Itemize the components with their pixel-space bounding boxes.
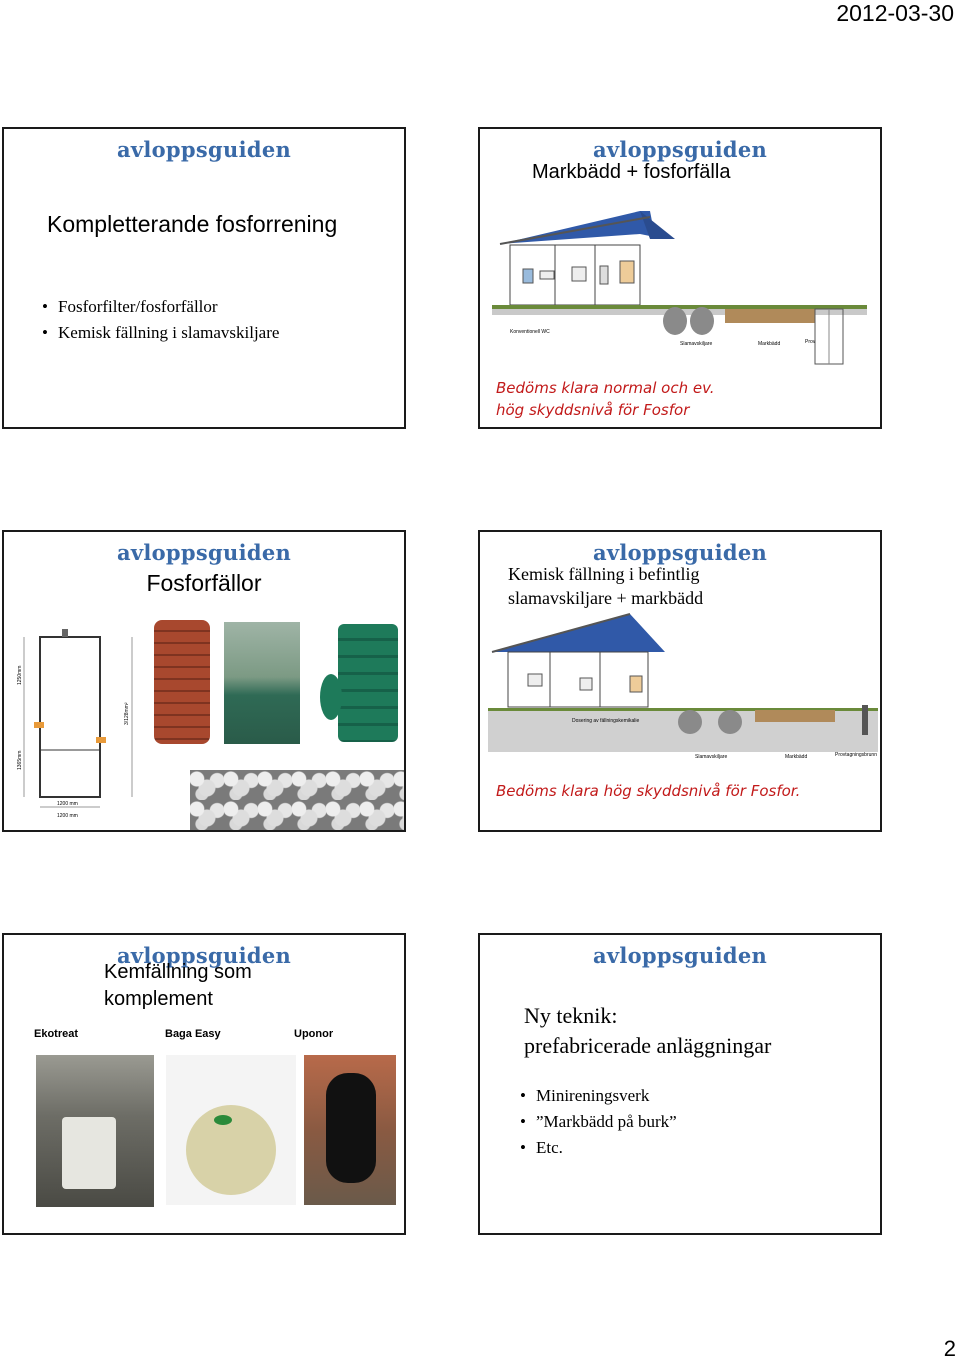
list-item: • Minireningsverk [520,1083,677,1109]
ekotreat-photo [36,1055,154,1207]
diagram-label: Provtagningsbrunn [835,752,877,758]
list-item: • Etc. [520,1135,677,1161]
crushed-stone-photo [190,770,406,832]
dimension-label: 1200 mm [57,813,78,819]
diagram-label: Markbädd [785,754,808,760]
brand-logo: avloppsguiden [592,137,768,162]
title-line: Kemisk fällning i befintlig [508,564,700,584]
baga-easy-photo [166,1055,296,1205]
slide-title: Markbädd + fosforfälla [532,161,731,183]
diagram-label: Markbädd [758,341,781,347]
slide-6 [478,933,882,1235]
page-number: 2 [943,1336,956,1361]
diagram-label: Slamavskiljare [680,341,713,347]
list-item: • Fosforfilter/fosforfällor [42,294,279,320]
slide-1 [2,127,406,429]
product-label: Uponor [294,1028,334,1040]
green-container-photo [320,622,400,744]
slide-5 [2,933,406,1235]
diagram-label: Slamavskiljare [695,754,728,760]
slide-title: Fosforfällor [146,570,262,596]
list-item: • ”Markbädd på burk” [520,1109,677,1135]
brand-logo: avloppsguiden [116,540,292,565]
brand-logo: avloppsguiden [116,137,292,162]
red-tank-photo [154,620,210,744]
house-diagram [480,612,880,762]
installation-photo [224,622,300,744]
slide-title [104,959,252,1013]
product-label: Ekotreat [34,1028,79,1040]
bullet-list [520,1083,677,1161]
slide-4 [478,530,882,832]
diagram-label: Konventionell WC [510,329,550,335]
assessment-note [496,377,715,421]
title-line: komplement [104,988,213,1010]
dimension-label: 3/128mm² [124,702,130,725]
dimension-label: 1365mm [17,750,23,770]
slide-title [508,562,703,610]
header-date: 2012-03-30 [836,0,954,26]
product-label: Baga Easy [165,1028,221,1040]
slide-title [524,1001,771,1061]
brand-logo: avloppsguiden [592,943,768,968]
brand-logo: avloppsguiden [592,540,768,565]
title-line: Kemfällning som [104,961,252,983]
title-line: Ny teknik: [524,1003,618,1028]
dimension-label: 1200 mm [57,801,78,807]
brand-logo: avloppsguiden [116,943,292,968]
diagram-label: Prov [805,339,816,345]
technical-drawing [12,625,147,825]
list-item: • Kemisk fällning i slamavskiljare [42,320,279,346]
title-line: slamavskiljare + markbädd [508,588,704,608]
house-diagram [490,209,882,369]
slide-3 [2,530,406,832]
slide-title: Kompletterande fosforrening [47,211,338,237]
bullet-list [42,294,279,346]
slide-2 [478,127,882,429]
dimension-label: 1250mm [17,665,23,685]
assessment-note: Bedöms klara hög skyddsnivå för Fosfor. [496,782,801,800]
diagram-label: Dosering av fällningskemikalie [572,718,640,724]
uponor-photo [304,1055,396,1205]
title-line: prefabricerade anläggningar [524,1033,772,1058]
note-line: Bedöms klara normal och ev. [496,379,715,397]
note-line: hög skyddsnivå för Fosfor [496,401,690,419]
